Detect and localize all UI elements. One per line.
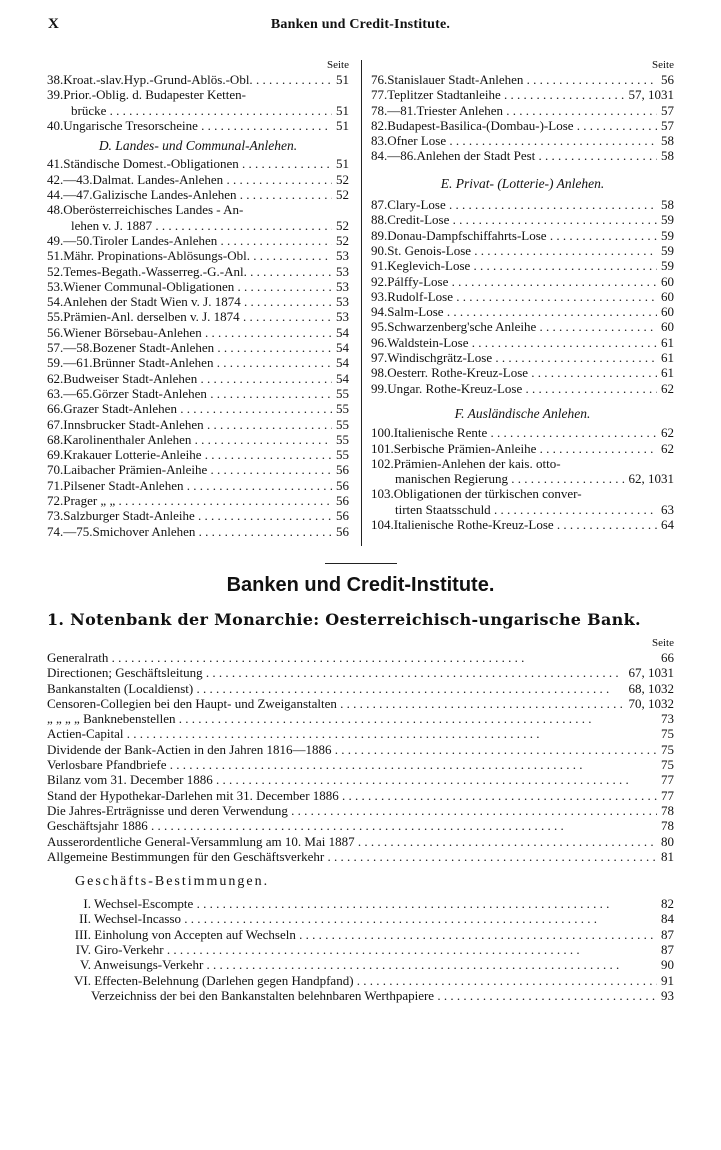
entry-number: 51. (47, 248, 64, 264)
section-1-heading: 1. Notenbank der Monarchie: Oesterreichisch-ungarische Bank. (47, 610, 641, 629)
geschaefts-entry (47, 911, 674, 926)
entry-label: Clary-Lose . . . (387, 197, 674, 212)
entry-page: 70, 1032 (625, 696, 675, 711)
index-entry (371, 133, 674, 148)
entry-page: 55 (332, 447, 349, 462)
entry-label: Verlosbare Pfandbriefe . . . (47, 757, 582, 772)
entry-page: 52 (332, 172, 349, 187)
index-entry (371, 502, 674, 517)
index-entry (47, 849, 674, 864)
index-entry (371, 274, 674, 289)
separator-rule (325, 563, 397, 564)
entry-page: 81 (657, 849, 674, 864)
entry-page: 91 (657, 973, 674, 988)
entry-page: 61 (657, 350, 674, 365)
entry-label: Actien-Capital . . . (47, 726, 540, 741)
entry-number: 73. (47, 508, 64, 524)
entry-number: 39. (47, 87, 64, 103)
entry-page: 57 (657, 118, 674, 133)
entry-number: 100. (371, 425, 394, 441)
entry-page: 54 (332, 325, 349, 340)
entry-label: Wechsel-Incasso . . . (91, 911, 597, 926)
entry-label: Generalrath . . . (47, 650, 524, 665)
index-entry (371, 365, 674, 380)
entry-label: Prämien-Anl. derselben v. J. 1874 . . . (63, 309, 349, 324)
entry-page: 51 (332, 156, 349, 171)
entry-label: Keglevich-Lose . . . (387, 258, 674, 273)
main-title: Banken und Credit-Institute. (226, 574, 495, 596)
entry-number: 55. (47, 309, 64, 325)
index-entry (47, 696, 674, 711)
entry-label: Ungarische Tresorscheine . . . (63, 118, 349, 133)
entry-number: 98. (371, 365, 388, 381)
entry-label: Görzer Stadt-Anlehen . . . (93, 386, 350, 401)
entry-roman-number: VI. (74, 972, 91, 988)
index-entry (47, 386, 349, 401)
entry-label: Ständische Domest.-Obligationen . . . (63, 156, 349, 171)
entry-roman-number: V. (80, 957, 91, 973)
entry-page: 59 (657, 228, 674, 243)
entry-label: manischen Regierung . . . (395, 471, 674, 486)
index-entry (47, 803, 674, 818)
entry-label: Grazer Stadt-Anlehen . . . (63, 401, 349, 416)
running-title: Banken und Credit-Institute. (270, 17, 451, 32)
entry-page: 59 (657, 212, 674, 227)
entry-page: 52 (332, 187, 349, 202)
entry-label: St. Genois-Lose . . . (387, 243, 674, 258)
entry-page: 58 (657, 148, 674, 163)
entry-page: 56 (332, 524, 349, 539)
entry-number: 66. (47, 401, 64, 417)
entry-label: Serbische Prämien-Anleihe . . . (394, 441, 674, 456)
entry-label: Bankanstalten (Localdienst) . . . (47, 681, 609, 696)
entry-label: Innsbrucker Stadt-Anlehen . . . (63, 417, 349, 432)
entry-page: 54 (332, 371, 349, 386)
entry-page: 59 (657, 243, 674, 258)
entry-page: 51 (332, 72, 349, 87)
entry-label: Oesterr. Rothe-Kreuz-Lose . . . (387, 365, 674, 380)
index-entry (371, 118, 674, 133)
entry-number: 63.—65. (47, 385, 93, 401)
entry-page: 55 (332, 386, 349, 401)
geschaefts-entry (47, 927, 674, 942)
entry-page: 56 (332, 508, 349, 523)
entry-page: 73 (657, 711, 674, 726)
entry-label: Budapest-Basilica-(Dombau-)-Lose . . . (387, 118, 674, 133)
entry-label: lehen v. J. 1887 . . . (71, 218, 349, 233)
index-entry (47, 788, 674, 803)
index-entry (47, 87, 349, 102)
index-entry (371, 228, 674, 243)
entry-page: 62 (657, 441, 674, 456)
entry-page: 60 (657, 274, 674, 289)
entry-label: Windischgrätz-Lose . . . (387, 350, 674, 365)
index-entry (47, 508, 349, 523)
entry-label: Kroat.-slav.Hyp.-Grund-Ablös.-Obl. . . . (63, 72, 349, 87)
entry-label: Salm-Lose . . . (387, 304, 674, 319)
index-entry (47, 742, 674, 757)
geschaefts-entry (47, 896, 674, 911)
entry-label: Die Jahres-Erträgnisse und deren Verwendung . . . (47, 803, 674, 818)
entry-number: 88. (371, 212, 388, 228)
index-entry (371, 103, 674, 118)
seite-label: Seite (652, 59, 674, 71)
entry-page: 51 (332, 103, 349, 118)
entry-page: 56 (332, 462, 349, 477)
entry-number: 62. (47, 370, 64, 386)
entry-page: 53 (332, 279, 349, 294)
entry-page: 53 (332, 309, 349, 324)
index-entry (371, 212, 674, 227)
entry-label: Triester Anlehen . . . (417, 103, 675, 118)
entry-label: Bozener Stadt-Anlehen . . . (93, 340, 350, 355)
entry-number: 56. (47, 324, 64, 340)
index-entry (47, 294, 349, 309)
index-entry (47, 309, 349, 324)
index-entry (47, 711, 674, 726)
entry-page: 82 (657, 896, 674, 911)
index-entry (371, 72, 674, 87)
entry-label: Budweiser Stadt-Anlehen . . . (63, 371, 349, 386)
entry-page: 57 (657, 103, 674, 118)
geschaefts-entry (47, 942, 674, 957)
index-entry (47, 118, 349, 133)
entry-page: 67, 1031 (625, 665, 675, 680)
entry-page: 93 (657, 988, 674, 1003)
entry-number: 40. (47, 117, 64, 133)
entry-label: Wiener Communal-Obligationen . . . (63, 279, 349, 294)
entry-number: 68. (47, 431, 64, 447)
index-entry (47, 478, 349, 493)
entry-label: Mähr. Propinations-Ablösungs-Obl. . . . (63, 248, 349, 263)
entry-label: Italienische Rothe-Kreuz-Lose . . . (394, 517, 674, 532)
index-entry (47, 772, 674, 787)
entry-page: 61 (657, 335, 674, 350)
entry-number: 103. (371, 486, 394, 502)
index-entry (47, 493, 349, 508)
index-entry (47, 172, 349, 187)
entry-page: 60 (657, 289, 674, 304)
geschaefts-entry (47, 973, 674, 988)
entry-number: 101. (371, 440, 394, 456)
entry-page: 61 (657, 365, 674, 380)
entry-number: 59.—61. (47, 355, 93, 371)
entry-number: 76. (371, 72, 388, 87)
index-entry (47, 325, 349, 340)
page-number: X (48, 16, 59, 32)
index-entry (47, 279, 349, 294)
entry-page: 62 (657, 381, 674, 396)
entry-number: 102. (371, 455, 394, 471)
entry-number: 49.—50. (47, 232, 93, 248)
index-entry (47, 340, 349, 355)
entry-number: 54. (47, 294, 64, 310)
section-heading-d: D. Landes- und Communal-Anlehen. (98, 138, 298, 154)
index-entry (47, 202, 349, 217)
index-entry (47, 650, 674, 665)
index-entry (47, 726, 674, 741)
index-entry (371, 258, 674, 273)
index-entry (371, 350, 674, 365)
index-entry (371, 486, 674, 501)
entry-number: 91. (371, 258, 388, 274)
entry-label: Verzeichniss der bei den Bankanstalten belehnbaren Werthpapiere . . . (91, 988, 674, 1003)
entry-page: 87 (657, 927, 674, 942)
index-entry (371, 517, 674, 532)
entry-number: 67. (47, 416, 64, 432)
entry-number: 96. (371, 334, 388, 350)
entry-page: 52 (332, 233, 349, 248)
index-entry (47, 818, 674, 833)
seite-label: Seite (652, 637, 674, 649)
index-entry (371, 456, 674, 471)
entry-page: 75 (657, 726, 674, 741)
entry-label: Donau-Dampfschiffahrts-Lose . . . (387, 228, 674, 243)
entry-number: 41. (47, 156, 64, 172)
entry-label: Pilsener Stadt-Anlehen . . . (63, 478, 349, 493)
index-entry (47, 834, 674, 849)
entry-page: 77 (657, 772, 674, 787)
entry-label: Einholung von Accepten auf Wechseln . . . (91, 927, 674, 942)
entry-label: Tiroler Landes-Anlehen . . . (93, 233, 350, 248)
entry-label: Laibacher Prämien-Anleihe . . . (63, 462, 349, 477)
entry-page: 66 (657, 650, 674, 665)
entry-number: 69. (47, 447, 64, 463)
entry-label: Dalmat. Landes-Anlehen . . . (93, 172, 350, 187)
entry-label: Bilanz vom 31. December 1886 . . . (47, 772, 629, 787)
entry-label: Pálffy-Lose . . . (387, 274, 674, 289)
index-entry (47, 757, 674, 772)
index-entry (371, 197, 674, 212)
entry-label: Prämien-Anlehen der kais. otto- (393, 455, 561, 471)
entry-label: Rudolf-Lose . . . (387, 289, 674, 304)
index-entry (371, 87, 674, 102)
geschaefts-entry (47, 988, 674, 1003)
entry-page: 52 (332, 218, 349, 233)
entry-page: 75 (657, 757, 674, 772)
entry-page: 87 (657, 942, 674, 957)
index-entry (47, 524, 349, 539)
entry-number: 72. (47, 493, 64, 509)
entry-page: 53 (332, 294, 349, 309)
entry-page: 77 (657, 788, 674, 803)
index-entry (371, 304, 674, 319)
index-entry (47, 264, 349, 279)
bottom-index (47, 636, 674, 1003)
entry-page: 59 (657, 258, 674, 273)
entry-page: 56 (332, 493, 349, 508)
index-entry (371, 381, 674, 396)
index-entry (47, 218, 349, 233)
index-entry (47, 432, 349, 447)
entry-label: Prior.-Oblig. d. Budapester Ketten- (63, 87, 246, 103)
entry-page: 78 (657, 803, 674, 818)
entry-page: 64 (657, 517, 674, 532)
entry-page: 55 (332, 401, 349, 416)
entry-number: 44.—47. (47, 187, 93, 203)
entry-number: 82. (371, 117, 388, 133)
entry-page: 63 (657, 502, 674, 517)
entry-label: Teplitzer Stadtanleihe . . . (387, 87, 674, 102)
entry-page: 56 (657, 72, 674, 87)
entry-label: Salzburger Stadt-Anleihe . . . (63, 508, 349, 523)
entry-number: 48. (47, 202, 64, 218)
entry-number: 83. (371, 133, 388, 149)
index-entry (47, 447, 349, 462)
index-entry (47, 233, 349, 248)
index-entry (47, 187, 349, 202)
entry-label: Stanislauer Stadt-Anlehen . . . (387, 72, 674, 87)
entry-label: Wechsel-Escompte . . . (91, 896, 609, 911)
index-entry (371, 319, 674, 334)
entry-number: 42.—43. (47, 171, 93, 187)
left-column (47, 58, 349, 539)
index-entry (47, 681, 674, 696)
entry-label: Prager „ „ . . . (63, 493, 349, 508)
entry-page: 78 (657, 818, 674, 833)
entry-number: 84.—86. (371, 148, 417, 164)
entry-number: 77. (371, 87, 388, 103)
entry-label: Italienische Rente . . . (394, 425, 674, 440)
entry-label: „ „ „ „ Banknebenstellen . . . (47, 711, 592, 726)
entry-number: 97. (371, 350, 388, 366)
entry-label: Credit-Lose . . . (387, 212, 674, 227)
index-entry (47, 103, 349, 118)
entry-number: 89. (371, 227, 388, 243)
entry-label: Geschäftsjahr 1886 . . . (47, 818, 564, 833)
entry-number: 93. (371, 288, 388, 304)
entry-label: Temes-Begath.-Wasserreg.-G.-Anl. . . . (63, 264, 349, 279)
entry-label: Dividende der Bank-Actien in den Jahren 1816—1886 . . . (47, 742, 674, 757)
entry-label: Censoren-Collegien bei den Haupt- und Zweiganstalten . . . (47, 696, 674, 711)
entry-page: 62, 1031 (625, 471, 675, 486)
entry-label: Anlehen der Stadt Pest . . . (417, 148, 675, 163)
entry-number: 52. (47, 263, 64, 279)
entry-label: Karolinenthaler Anlehen . . . (63, 432, 349, 447)
entry-label: Waldstein-Lose . . . (387, 335, 674, 350)
entry-page: 84 (657, 911, 674, 926)
entry-label: Allgemeine Bestimmungen für den Geschäftsverkehr . . . (47, 849, 674, 864)
entry-roman-number: II. (79, 911, 91, 927)
entry-page: 53 (332, 264, 349, 279)
seite-label: Seite (327, 59, 349, 71)
entry-number: 57.—58. (47, 340, 93, 356)
entry-label: Ungar. Rothe-Kreuz-Lose . . . (387, 381, 674, 396)
entry-page: 80 (657, 834, 674, 849)
index-entry (47, 355, 349, 370)
index-entry (371, 243, 674, 258)
entry-label: Effecten-Belehnung (Darlehen gegen Handpfand) . . . (91, 973, 674, 988)
entry-number: 90. (371, 242, 388, 258)
entry-label: Anlehen der Stadt Wien v. J. 1874 . . . (63, 294, 349, 309)
index-entry (47, 417, 349, 432)
index-entry (371, 471, 674, 486)
entry-label: Ofner Lose . . . (387, 133, 674, 148)
entry-page: 55 (332, 417, 349, 432)
entry-number: 94. (371, 304, 388, 320)
entry-label: Ausserordentliche General-Versammlung am 10. Mai 1887 . . . (47, 834, 674, 849)
index-entry (371, 148, 674, 163)
index-entry (47, 248, 349, 263)
entry-label: Brünner Stadt-Anlehen . . . (93, 355, 350, 370)
entry-label: Krakauer Lotterie-Anleihe . . . (63, 447, 349, 462)
entry-page: 58 (657, 133, 674, 148)
entry-page: 51 (332, 118, 349, 133)
entry-roman-number: I. (83, 896, 91, 912)
entry-label: brücke . . . (71, 103, 349, 118)
geschaefts-bestimmungen-heading: Geschäfts-Bestimmungen. (75, 874, 270, 890)
geschaefts-entry (47, 957, 674, 972)
right-column (371, 58, 674, 532)
entry-label: Wiener Börsebau-Anlehen . . . (63, 325, 349, 340)
entry-number: 95. (371, 319, 388, 335)
entry-label: Schwarzenberg'sche Anleihe . . . (387, 319, 674, 334)
entry-page: 68, 1032 (625, 681, 675, 696)
index-entry (47, 156, 349, 171)
entry-number: 71. (47, 477, 64, 493)
entry-label: tirten Staatsschuld . . . (395, 502, 674, 517)
entry-number: 53. (47, 278, 64, 294)
entry-number: 74.—75. (47, 523, 93, 539)
entry-label: Oberösterreichisches Landes - An- (63, 202, 244, 218)
entry-number: 99. (371, 380, 388, 396)
entry-page: 60 (657, 304, 674, 319)
entry-page: 56 (332, 478, 349, 493)
entry-page: 55 (332, 432, 349, 447)
entry-roman-number: IV. (75, 942, 91, 958)
entry-page: 58 (657, 197, 674, 212)
entry-page: 75 (657, 742, 674, 757)
entry-number: 78.—81. (371, 102, 417, 118)
entry-page: 53 (332, 248, 349, 263)
entry-number: 38. (47, 72, 64, 87)
running-header (0, 16, 721, 36)
entry-label: Directionen; Geschäftsleitung . . . (47, 665, 619, 680)
entry-label: Galizische Landes-Anlehen . . . (93, 187, 350, 202)
column-divider (361, 60, 362, 546)
entry-label: Obligationen der türkischen conver- (393, 486, 582, 502)
index-entry (371, 335, 674, 350)
entry-roman-number: III. (74, 926, 91, 942)
entry-number: 87. (371, 197, 388, 213)
index-entry (47, 401, 349, 416)
entry-number: 92. (371, 273, 388, 289)
entry-number: 70. (47, 462, 64, 478)
index-entry (47, 665, 674, 680)
entry-page: 54 (332, 340, 349, 355)
section-heading-e: E. Privat- (Lotterie-) Anlehen. (440, 175, 605, 191)
entry-page: 54 (332, 355, 349, 370)
index-entry (371, 289, 674, 304)
entry-page: 90 (657, 957, 674, 972)
index-entry (371, 441, 674, 456)
index-entry (47, 72, 349, 87)
entry-label: Anweisungs-Verkehr . . . (91, 957, 619, 972)
index-entry (371, 425, 674, 440)
entry-page: 60 (657, 319, 674, 334)
index-entry (47, 371, 349, 386)
entry-number: 104. (371, 517, 394, 533)
entry-page: 62 (657, 425, 674, 440)
entry-label: Smichover Anlehen . . . (93, 524, 350, 539)
entry-label: Stand der Hypothekar-Darlehen mit 31. December 1886 . . . (47, 788, 674, 803)
entry-page: 57, 1031 (625, 87, 675, 102)
entry-label: Giro-Verkehr . . . (91, 942, 580, 957)
index-entry (47, 462, 349, 477)
section-heading-f: F. Ausländische Anlehen. (454, 405, 591, 421)
